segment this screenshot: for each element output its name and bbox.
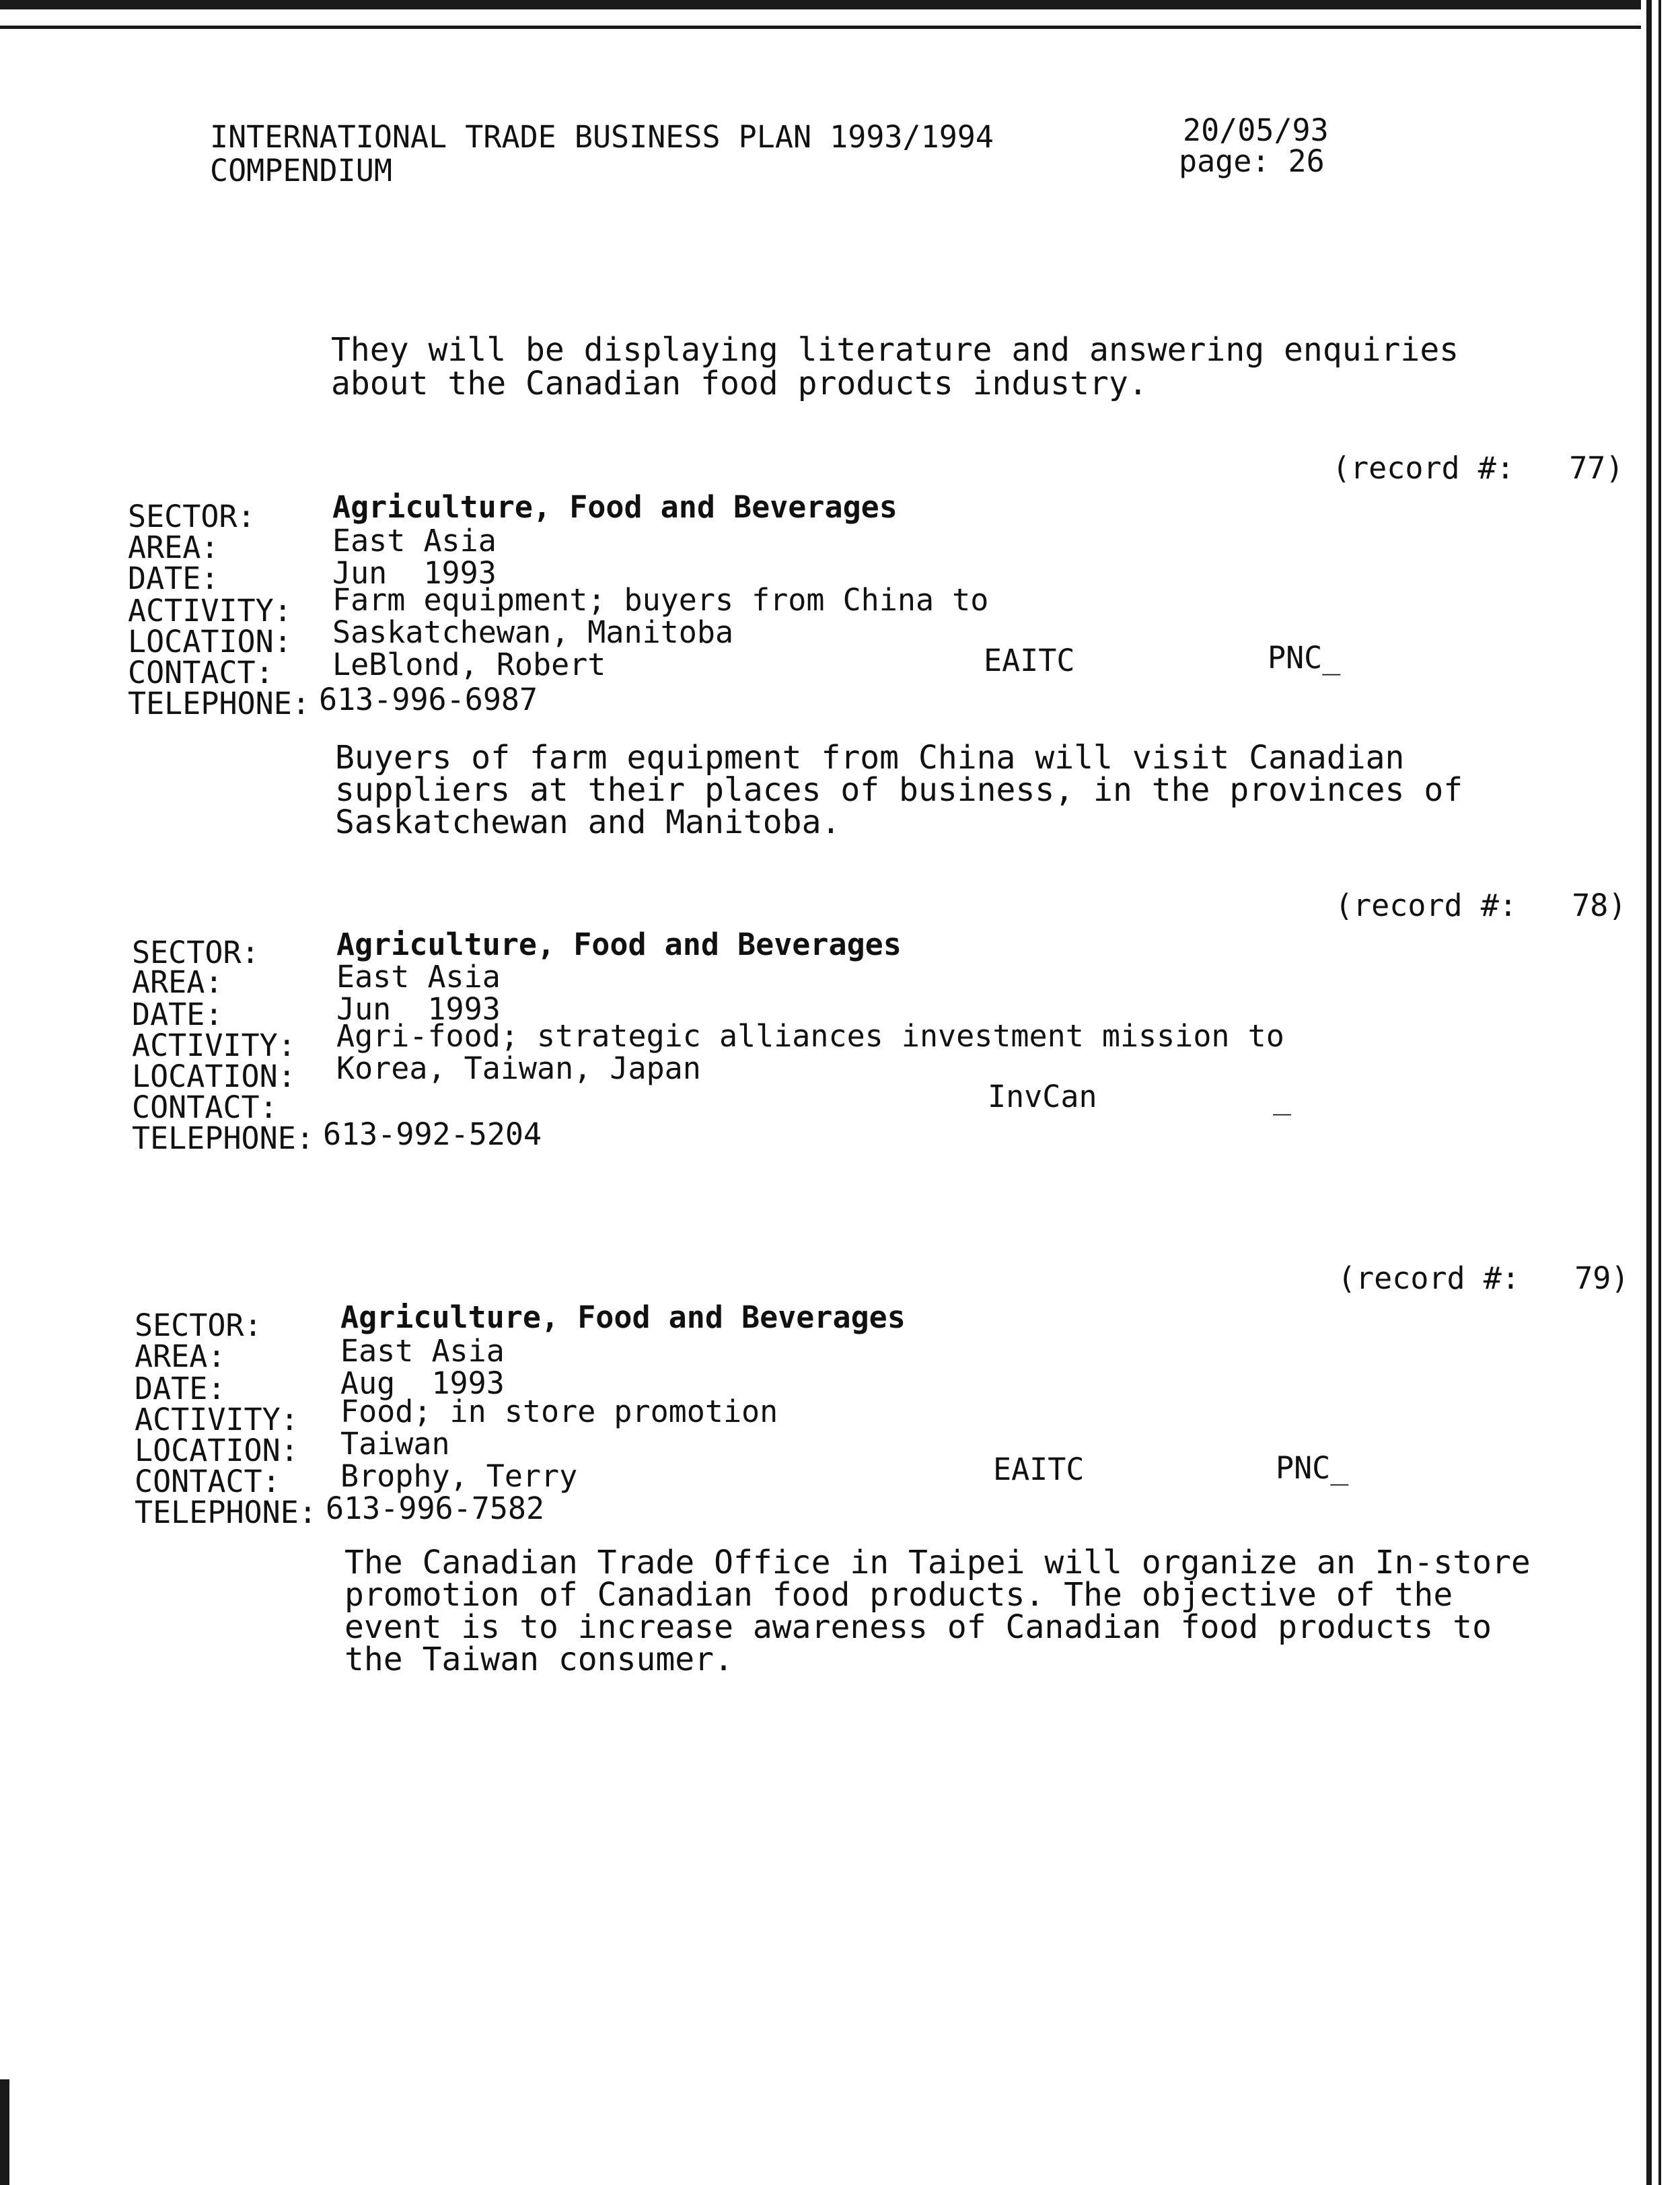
contact-value: Brophy, Terry	[340, 1458, 578, 1494]
page-number: page: 26	[1179, 143, 1325, 179]
org-value: EAITC	[984, 643, 1075, 678]
area-label: AREA:	[132, 964, 223, 1000]
location-label: LOCATION:	[128, 624, 292, 659]
org-value: EAITC	[993, 1452, 1085, 1487]
sector-label: SECTOR:	[132, 935, 260, 970]
contact-label: CONTACT:	[135, 1464, 281, 1499]
activity-label: ACTIVITY:	[128, 593, 292, 629]
page-left-edge-mark	[0, 2079, 9, 2185]
location-value: Saskatchewan, Manitoba	[332, 614, 734, 650]
date-label: DATE:	[135, 1371, 226, 1406]
area-value: East Asia	[336, 959, 501, 995]
org-value: InvCan	[988, 1079, 1097, 1114]
activity-value: Food; in store promotion	[340, 1394, 778, 1429]
activity-label: ACTIVITY:	[132, 1028, 296, 1063]
area-label: AREA:	[135, 1338, 226, 1374]
sector-value: Agriculture, Food and Beverages	[332, 489, 898, 525]
telephone-value: 613-996-6987	[319, 682, 538, 717]
description-line-1: The Canadian Trade Office in Taipei will organize an In-store	[344, 1544, 1531, 1581]
area-value: East Asia	[340, 1333, 505, 1369]
location-value: Korea, Taiwan, Japan	[336, 1050, 701, 1086]
activity-label: ACTIVITY:	[135, 1402, 299, 1437]
description-line-4: the Taiwan consumer.	[344, 1641, 733, 1678]
date-label: DATE:	[128, 561, 219, 596]
telephone-value: 613-992-5204	[323, 1116, 542, 1152]
intro-line-2: about the Canadian food products industry.	[331, 365, 1148, 402]
document-date: 20/05/93	[1183, 112, 1329, 148]
location-value: Taiwan	[340, 1426, 450, 1462]
top-rule	[0, 26, 1642, 29]
intro-line-1: They will be displaying literature and answering enquiries	[331, 331, 1459, 369]
page-right-edge	[1641, 0, 1680, 2185]
contact-label: CONTACT:	[132, 1089, 278, 1125]
description-line-2: promotion of Canadian food products. The objective of the	[344, 1576, 1453, 1614]
location-label: LOCATION:	[135, 1433, 299, 1468]
sector-label: SECTOR:	[128, 499, 256, 534]
record-number: (record #: 79)	[1338, 1260, 1630, 1296]
description-line-3: event is to increase awareness of Canadian food products to	[344, 1608, 1492, 1646]
code-value: PNC_	[1268, 640, 1341, 676]
description-line-2: suppliers at their places of business, in the provinces of	[335, 771, 1463, 809]
telephone-label: TELEPHONE:	[135, 1495, 317, 1530]
activity-value: Agri-food; strategic alliances investment mission to	[336, 1018, 1284, 1054]
document-subtitle: COMPENDIUM	[210, 153, 392, 188]
date-label: DATE:	[132, 997, 223, 1032]
area-label: AREA:	[128, 530, 219, 565]
page-top-edge	[0, 0, 1680, 9]
location-label: LOCATION:	[132, 1059, 296, 1094]
record-number: (record #: 78)	[1335, 888, 1627, 923]
date-value: Jun 1993	[332, 555, 497, 591]
contact-value: LeBlond, Robert	[332, 647, 606, 682]
record-number: (record #: 77)	[1332, 450, 1624, 486]
activity-value: Farm equipment; buyers from China to	[332, 582, 989, 618]
telephone-label: TELEPHONE:	[128, 686, 310, 721]
sector-value: Agriculture, Food and Beverages	[336, 927, 902, 962]
telephone-value: 613-996-7582	[326, 1491, 545, 1526]
date-value: Jun 1993	[336, 991, 501, 1027]
description-line-3: Saskatchewan and Manitoba.	[335, 803, 841, 841]
sector-value: Agriculture, Food and Beverages	[340, 1299, 906, 1335]
contact-label: CONTACT:	[128, 655, 274, 690]
code-value: PNC_	[1276, 1450, 1349, 1486]
date-value: Aug 1993	[340, 1365, 505, 1401]
telephone-label: TELEPHONE:	[132, 1120, 314, 1156]
code-value: _	[1273, 1080, 1292, 1116]
document-title: INTERNATIONAL TRADE BUSINESS PLAN 1993/1994	[210, 119, 994, 155]
sector-label: SECTOR:	[135, 1308, 262, 1343]
area-value: East Asia	[332, 523, 497, 559]
description-line-1: Buyers of farm equipment from China will visit Canadian	[335, 739, 1405, 777]
